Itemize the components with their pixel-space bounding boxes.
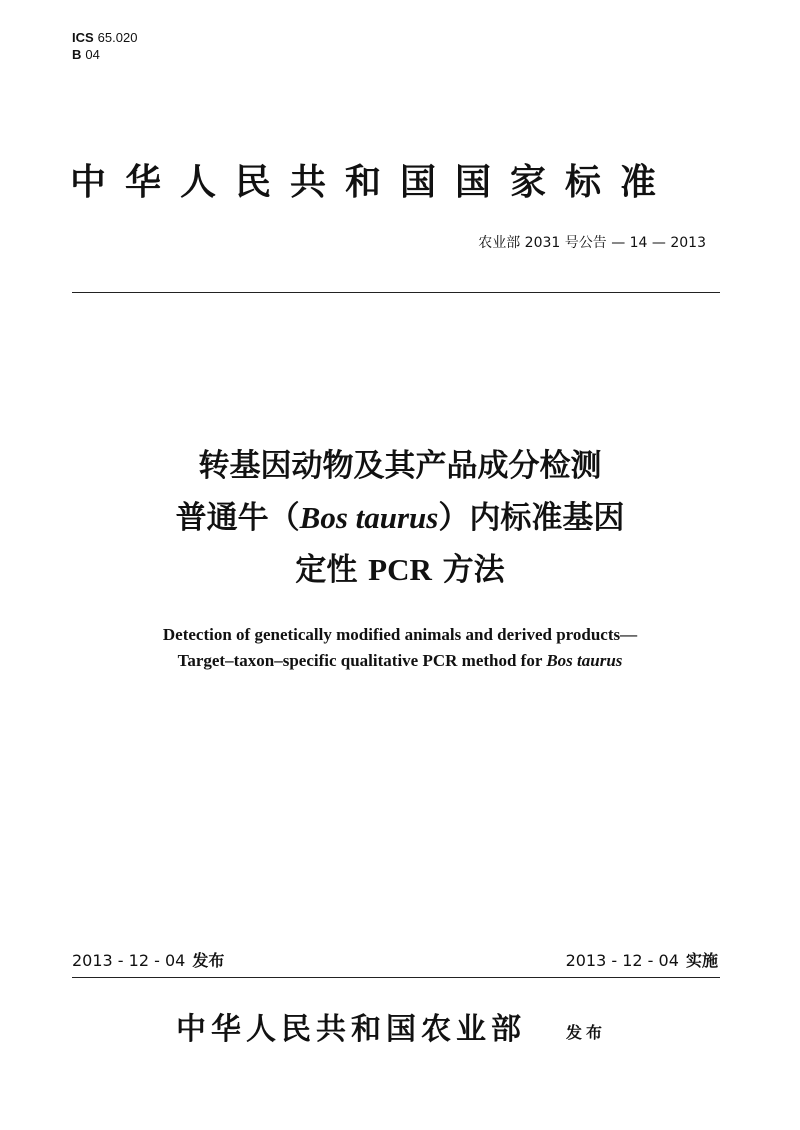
english-title-line-2 <box>40 648 760 674</box>
chinese-title-line-2-prefix: 普通牛（ <box>175 500 300 536</box>
top-divider <box>72 292 720 293</box>
ics-label: ICS <box>72 30 94 45</box>
implement-label: 实施 <box>685 951 718 970</box>
standard-number: 农业部 2031 号公告 — 14 — 2013 <box>478 235 706 251</box>
ccs-classification <box>72 47 100 63</box>
english-title <box>40 622 760 674</box>
issuing-authority: 中华人民共和国农业部 <box>176 1012 526 1047</box>
issuing-action: 发布 <box>566 1023 607 1042</box>
chinese-title-line-3-suffix: 方法 <box>442 552 505 588</box>
english-title-line-1: Detection of genetically modified animals and derived products— <box>162 625 638 644</box>
species-name: Bos taurus <box>299 500 439 535</box>
implement-date-block <box>566 950 718 972</box>
issue-label: 发布 <box>192 951 225 970</box>
english-title-line-2-prefix: Target–taxon–specific qualitative PCR method for <box>177 651 547 670</box>
english-species-name: Bos taurus <box>546 651 623 670</box>
chinese-title-line-3-prefix: 定性 <box>295 552 358 588</box>
standard-heading: 中华人民共和国国家标准 <box>70 162 676 203</box>
bottom-divider <box>72 977 720 978</box>
issue-date-block <box>72 950 224 972</box>
chinese-title <box>40 440 760 596</box>
ccs-code: 04 <box>85 47 100 62</box>
chinese-title-line-3 <box>40 544 760 596</box>
ccs-label: B <box>72 47 82 62</box>
chinese-title-line-2 <box>40 492 760 544</box>
issue-date: 2013 - 12 - 04 <box>72 951 186 970</box>
chinese-title-line-2-suffix: ）内标准基因 <box>438 500 625 536</box>
ics-classification <box>72 30 137 46</box>
pcr-label: PCR <box>368 552 432 587</box>
implement-date: 2013 - 12 - 04 <box>565 951 679 970</box>
ics-code: 65.020 <box>97 30 138 45</box>
chinese-title-line-1: 转基因动物及其产品成分检测 <box>198 448 602 484</box>
